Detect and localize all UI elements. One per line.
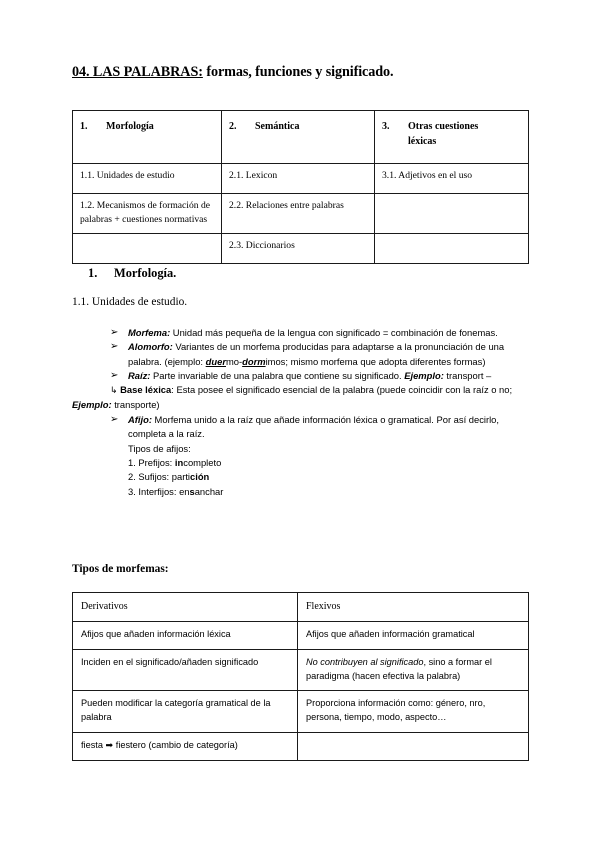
table-row [73, 194, 529, 234]
section-heading [88, 266, 176, 281]
term-definition-part2: mo- [225, 355, 243, 367]
table-cell [375, 194, 529, 234]
term-label: Raíz: [128, 369, 151, 381]
page-title [72, 64, 532, 81]
term-definition: Unidad más pequeña de la lengua con significado = combinación de fonemas. [170, 327, 498, 338]
table-overview [72, 110, 529, 264]
list-item-morfema [110, 326, 534, 340]
table-cell [298, 622, 529, 650]
term-definition-part2: transport – [443, 369, 492, 381]
cell-text-part: Afijos que añaden información gramatical [306, 629, 475, 639]
table-row [73, 111, 529, 164]
cell-text-part: , sino a formar el paradigma (hacen efectiva la palabra) [306, 656, 492, 681]
table-header-flexivos: Flexivos [298, 593, 529, 622]
table-cell [298, 649, 529, 691]
section-number: 1. [88, 266, 98, 280]
table-row [73, 691, 529, 733]
table-row [73, 622, 529, 650]
term-definition-part1: Parte invariable de una palabra que contiene su significado. [150, 369, 405, 381]
afijo-type-3-pre: 3. Interfijos: en [128, 485, 190, 497]
example-label: Ejemplo: [72, 398, 112, 410]
afijo-type-2-bold: ción [190, 471, 210, 483]
afijo-type-prefijos [128, 456, 534, 470]
table-morfemas [72, 592, 529, 761]
list-item-base-lexica [72, 383, 536, 412]
table-row [73, 593, 529, 622]
header-number-2: 2. [229, 121, 237, 132]
list-item-alomorfo [110, 340, 534, 369]
table-cell: Afijos que añaden información léxica [73, 622, 298, 650]
term-definition-part1: Variantes de un morfema producidas para adaptarse a la pronunciación de una palabra. (ejemplo: [128, 341, 505, 367]
table-cell: Inciden en el significado/añaden significado [73, 649, 298, 691]
term-label: Afijo: [128, 414, 152, 426]
header-label-3: Otras cuestiones léxicas [408, 121, 479, 147]
list-item-text [128, 340, 534, 369]
table-row [73, 233, 529, 263]
table-header-derivativos: Derivativos [73, 593, 298, 622]
list-item-raiz [110, 369, 534, 383]
list-item-text [128, 369, 534, 383]
term-definition-part3: imos; mismo morfema que adopta diferentes formas) [265, 355, 486, 367]
table-cell: Pueden modificar la categoría gramatical de la palabra [73, 691, 298, 733]
table-cell [73, 233, 222, 263]
example-emphasis-1: duer [205, 355, 226, 367]
list-item-text [128, 413, 534, 499]
header-label-1: Morfología [106, 121, 154, 132]
afijo-types-label: Tipos de afijos: [128, 442, 191, 454]
table-header-cell-1 [73, 111, 222, 164]
page-title-rest: formas, funciones y significado. [202, 64, 394, 80]
down-right-arrow-icon: ↳ [110, 385, 118, 396]
table-header-cell-2 [222, 111, 375, 164]
table-cell: 1.2. Mecanismos de formación de palabras + cuestiones normativas [73, 194, 222, 234]
example-label: Ejemplo: [404, 369, 444, 381]
table-morfemas-caption: Tipos de morfemas: [72, 563, 169, 575]
header-number-1: 1. [80, 121, 88, 132]
afijo-type-interfijos [128, 485, 534, 499]
cell-italic-part: No contribuyen al significado [306, 656, 424, 667]
list-item-text [128, 326, 534, 340]
table-cell: 2.3. Diccionarios [222, 233, 375, 263]
term-definition-part1: : Esta posee el significado esencial de la palabra (puede coincidir con la raíz o no; [171, 384, 513, 396]
section-heading-label: Morfología. [114, 266, 177, 280]
subsection-heading: 1.1. Unidades de estudio. [72, 296, 188, 308]
table-row [73, 649, 529, 691]
bullet-list [72, 326, 534, 499]
afijo-type-sufijos [128, 470, 534, 484]
table-row [73, 732, 529, 760]
arrowhead-bullet-icon: ➢ [110, 341, 119, 353]
table-cell: 1.1. Unidades de estudio [73, 164, 222, 194]
afijo-type-1-pre: 1. Prefijos: [128, 457, 175, 469]
table-header-cell-3 [375, 111, 529, 164]
example-emphasis-2: dorm [242, 355, 266, 367]
table-row [73, 164, 529, 194]
table-cell: fiesta ➡ fiestero (cambio de categoría) [73, 732, 298, 760]
table-cell [298, 732, 529, 760]
page-title-underlined-part: 04. LAS PALABRAS: [72, 64, 203, 80]
arrowhead-bullet-icon: ➢ [110, 414, 119, 426]
afijo-type-3-post: anchar [194, 485, 224, 497]
table-cell: 2.1. Lexicon [222, 164, 375, 194]
afijo-type-1-post: completo [183, 457, 222, 469]
table-cell [298, 691, 529, 733]
list-item-afijo [110, 413, 534, 499]
afijo-type-1-bold: in [174, 457, 184, 469]
cell-text-part: Proporciona información como: género, nro, persona, tiempo, modo, aspecto… [306, 698, 486, 723]
header-label-2: Semántica [255, 121, 300, 132]
term-label: Alomorfo: [128, 341, 173, 353]
list-item-base-lexica-holder [72, 383, 534, 413]
term-label: Morfema: [128, 327, 171, 338]
term-definition: Morfema unido a la raíz que añade información léxica o gramatical. Por así decirlo, completa a la raíz. [128, 414, 500, 440]
table-cell [375, 233, 529, 263]
afijo-type-3-bold: s [189, 485, 195, 497]
table-cell: 3.1. Adjetivos en el uso [375, 164, 529, 194]
header-number-3: 3. [382, 121, 390, 132]
term-label: Base léxica [120, 384, 172, 396]
term-definition-part2: transporte) [111, 398, 160, 410]
arrowhead-bullet-icon: ➢ [110, 369, 119, 381]
arrowhead-bullet-icon: ➢ [110, 327, 119, 338]
table-cell: 2.2. Relaciones entre palabras [222, 194, 375, 234]
afijo-type-2-pre: 2. Sufijos: parti [128, 471, 191, 483]
